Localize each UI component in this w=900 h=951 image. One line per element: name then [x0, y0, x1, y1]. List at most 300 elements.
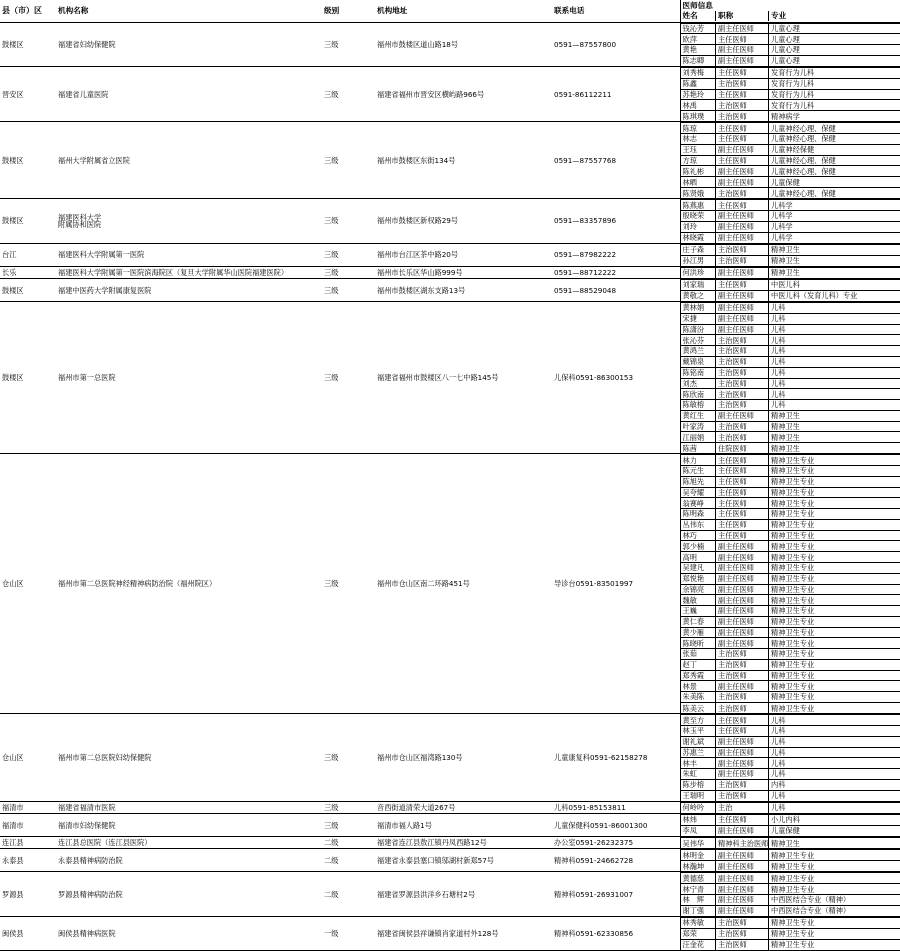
- doctor-title: 主任医师: [716, 280, 769, 291]
- doctor-name: 黄仁春: [681, 616, 716, 627]
- institution-row: [0, 801, 900, 813]
- doctor-name: 黄至方: [681, 715, 716, 726]
- doctor-row: [681, 584, 900, 595]
- doctor-row: [681, 838, 900, 849]
- doctor-title: 主任医师: [716, 455, 769, 466]
- doctor-specialty: 发育行为儿科: [769, 68, 900, 79]
- doctor-title: 主治医师: [716, 790, 769, 801]
- doctor-row: [681, 23, 900, 34]
- doctor-row: [681, 563, 900, 574]
- institution-name-cell: 福建中医药大学附属康复医院: [56, 279, 322, 302]
- doctor-specialty: 儿科学: [769, 232, 900, 243]
- doctor-title: 主治医师: [716, 378, 769, 389]
- doctor-title: 副主任医师: [716, 45, 769, 56]
- doctor-name: 钱沁芳: [681, 23, 716, 34]
- doctor-title-header: 职称: [716, 11, 769, 21]
- doctor-name-header: 姓名: [681, 11, 716, 21]
- doctor-specialty: 儿童神经心理、保健: [769, 123, 900, 134]
- doctor-title: 副主任医师: [716, 616, 769, 627]
- doctor-title: 副主任医师: [716, 584, 769, 595]
- institution-name-cell: 福建医科大学 附属协和医院: [56, 199, 322, 244]
- doctor-row: [681, 55, 900, 66]
- institution-row: [0, 243, 900, 266]
- doctor-specialty: 精神卫生专业: [769, 627, 900, 638]
- doctor-name: 郑秀霞: [681, 670, 716, 681]
- doctor-title: 主任医师: [716, 476, 769, 487]
- doctor-row: [681, 410, 900, 421]
- doctor-specialty: 儿科学: [769, 200, 900, 211]
- doctor-name: 林瀚坤: [681, 861, 716, 872]
- doctor-list-cell: [680, 849, 900, 872]
- doctor-row: [681, 267, 900, 278]
- doctor-name: 王巍: [681, 606, 716, 617]
- doctor-specialty: 儿童心理: [769, 34, 900, 45]
- doctor-title: 主治医师: [716, 187, 769, 198]
- doctor-name: 陈晓昕: [681, 638, 716, 649]
- level-cell: 三级: [322, 243, 375, 266]
- doctor-title: 主治医师: [716, 928, 769, 939]
- doctor-specialty: 儿童保健: [769, 825, 900, 836]
- address-cell: 福州市鼓楼区湖东支路13号: [375, 279, 552, 302]
- phone-cell: 精神科0591-26931007: [552, 872, 680, 917]
- doctor-name: 黄鸿兰: [681, 346, 716, 357]
- doctor-specialty: 儿科: [769, 335, 900, 346]
- level-cell: 二级: [322, 837, 375, 849]
- doctor-name: 方琼: [681, 155, 716, 166]
- doctor-title: 主任医师: [716, 726, 769, 737]
- doctor-specialty: 精神卫生: [769, 432, 900, 443]
- doctor-name: 李凤: [681, 825, 716, 836]
- level-cell: 三级: [322, 22, 375, 67]
- doctor-name: 陈琼: [681, 123, 716, 134]
- header-row: [0, 0, 900, 22]
- institution-name-cell: 永泰县精神病防治院: [56, 849, 322, 872]
- doctor-specialty: 儿科: [769, 802, 900, 813]
- phone-cell: 0591—88529048: [552, 279, 680, 302]
- level-cell: 三级: [322, 302, 375, 454]
- doctor-title: 主治医师: [716, 255, 769, 266]
- doctor-specialty: 儿科: [769, 303, 900, 314]
- doctor-row: [681, 692, 900, 703]
- doctor-row: [681, 519, 900, 530]
- doctor-row: [681, 487, 900, 498]
- doctor-title: 主治医师: [716, 939, 769, 950]
- doctor-specialty: 精神卫生专业: [769, 509, 900, 520]
- doctor-row: [681, 367, 900, 378]
- doctor-title: 副主任医师: [716, 211, 769, 222]
- level-cell: 三级: [322, 266, 375, 278]
- doctor-title: 主治医师: [716, 367, 769, 378]
- doctor-title: 副主任医师: [716, 736, 769, 747]
- doctor-name: 林晒: [681, 177, 716, 188]
- doctor-row: [681, 790, 900, 801]
- doctor-name: 陈茜: [681, 443, 716, 454]
- doctor-title: 主治医师: [716, 779, 769, 790]
- doctor-title: 副主任医师: [716, 55, 769, 66]
- doctor-name: 高明: [681, 552, 716, 563]
- doctor-list-cell: [680, 199, 900, 244]
- doctor-title: 主任医师: [716, 68, 769, 79]
- doctor-title: 主任医师: [716, 123, 769, 134]
- doctor-row: [681, 443, 900, 454]
- doctor-name: 江丽娟: [681, 432, 716, 443]
- doctor-row: [681, 123, 900, 134]
- county-cell: 罗源县: [0, 872, 56, 917]
- doctor-specialty: 精神卫生专业: [769, 659, 900, 670]
- doctor-name: 余锦亮: [681, 584, 716, 595]
- doctor-list: [681, 199, 900, 243]
- doctor-specialty: 儿科: [769, 378, 900, 389]
- doctor-title: 主治: [716, 802, 769, 813]
- doctor-specialty: 中西医结合专业（精神）: [769, 894, 900, 905]
- address-cell: 福州市仓山区福湾路130号: [375, 714, 552, 802]
- doctor-row: [681, 89, 900, 100]
- doctor-name: 林丰: [681, 758, 716, 769]
- institution-row: [0, 849, 900, 872]
- doctor-row: [681, 155, 900, 166]
- doctor-title: 主任医师: [716, 89, 769, 100]
- doctor-name: 戴锦泉: [681, 356, 716, 367]
- county-cell: 鼓楼区: [0, 22, 56, 67]
- doctor-specialty: 精神卫生: [769, 267, 900, 278]
- doctor-name: 林 辉: [681, 894, 716, 905]
- doctor-title: 主治医师: [716, 692, 769, 703]
- doctor-row: [681, 627, 900, 638]
- address-cell: 福建省罗源县洪洋乡石塘村2号: [375, 872, 552, 917]
- doctor-row: [681, 715, 900, 726]
- doctor-list: [681, 872, 900, 916]
- phone-cell: 0591—87557800: [552, 22, 680, 67]
- doctor-list-cell: [680, 917, 900, 951]
- level-header: 级别: [322, 0, 375, 22]
- doctor-specialty: 精神卫生专业: [769, 638, 900, 649]
- doctor-name: 魏敏: [681, 595, 716, 606]
- doctor-title: 副主任医师: [716, 573, 769, 584]
- doctor-row: [681, 606, 900, 617]
- doctor-title: 副主任医师: [716, 563, 769, 574]
- address-cell: 福建省永泰县塞口镇邬湖村新郑57号: [375, 849, 552, 872]
- address-cell: 福清市福人路1号: [375, 814, 552, 837]
- phone-cell: 0591—87557768: [552, 122, 680, 199]
- doctor-title: 副主任医师: [716, 177, 769, 188]
- doctor-row: [681, 68, 900, 79]
- doctor-title: 主治医师: [716, 918, 769, 929]
- name-header: 机构名称: [56, 0, 322, 22]
- institution-name-cell: 福州大学附属省立医院: [56, 122, 322, 199]
- doctor-list-cell: [680, 714, 900, 802]
- doctor-title: 主任医师: [716, 498, 769, 509]
- doctor-row: [681, 659, 900, 670]
- doctor-row: [681, 873, 900, 884]
- doctor-name: 黄少雁: [681, 627, 716, 638]
- doctor-row: [681, 134, 900, 145]
- doctor-specialty-header: 专业: [769, 11, 900, 21]
- doctor-name: 陈元生: [681, 466, 716, 477]
- doctor-title: 副主任医师: [716, 850, 769, 861]
- address-cell: 福建省福州市晋安区横屿路966号: [375, 67, 552, 122]
- doctor-title: 副主任医师: [716, 290, 769, 301]
- doctor-row: [681, 45, 900, 56]
- doctor-name: 林玉平: [681, 726, 716, 737]
- doctor-specialty: 精神卫生专业: [769, 649, 900, 660]
- doctor-name: 陈美云: [681, 702, 716, 713]
- doctor-specialty: 儿童保健: [769, 177, 900, 188]
- doctor-name: 陈礼彬: [681, 166, 716, 177]
- doctor-specialty: 儿科: [769, 736, 900, 747]
- doctor-title: 副主任医师: [716, 166, 769, 177]
- doctor-row: [681, 244, 900, 255]
- doctor-title: 副主任医师: [716, 747, 769, 758]
- doctor-row: [681, 166, 900, 177]
- doctor-title: 副主任医师: [716, 221, 769, 232]
- doctor-list-cell: [680, 801, 900, 813]
- doctor-specialty: 儿科: [769, 356, 900, 367]
- doctor-specialty: 发育行为儿科: [769, 89, 900, 100]
- doctor-row: [681, 211, 900, 222]
- doctor-title: 主任医师: [716, 530, 769, 541]
- doctor-name: 苏惠兰: [681, 747, 716, 758]
- doctor-specialty: 儿童神经心理、保健: [769, 187, 900, 198]
- doctor-row: [681, 509, 900, 520]
- doctor-name: 张沁芬: [681, 335, 716, 346]
- institution-name-cell: 福州市第二总医院神经精神病防治院（福州院区）: [56, 454, 322, 714]
- address-cell: 福州市台江区茶中路20号: [375, 243, 552, 266]
- doctor-name: 黄艳: [681, 45, 716, 56]
- doctor-row: [681, 815, 900, 826]
- institution-row: [0, 302, 900, 454]
- level-cell: 三级: [322, 454, 375, 714]
- doctor-title: 主治医师: [716, 389, 769, 400]
- doctor-row: [681, 758, 900, 769]
- phone-cell: 儿童康复科0591-62158278: [552, 714, 680, 802]
- doctor-row: [681, 476, 900, 487]
- doctor-title: 主任医师: [716, 715, 769, 726]
- phone-cell: 办公室0591-26232375: [552, 837, 680, 849]
- doctor-name: 陈鑫: [681, 78, 716, 89]
- doctor-row: [681, 530, 900, 541]
- doctor-name: 谢丁强: [681, 905, 716, 916]
- doctor-name: 刘杰: [681, 378, 716, 389]
- level-cell: 三级: [322, 122, 375, 199]
- doctor-specialty: 中医儿科（发育儿科）专业: [769, 290, 900, 301]
- doctor-specialty: 精神卫生专业: [769, 541, 900, 552]
- doctor-specialty: 儿科学: [769, 221, 900, 232]
- doctor-title: 主治医师: [716, 78, 769, 89]
- doctor-name: 黄红生: [681, 410, 716, 421]
- doctor-row: [681, 100, 900, 111]
- doctor-row: [681, 335, 900, 346]
- address-cell: 福州市鼓楼区新权路29号: [375, 199, 552, 244]
- address-cell: 福建省闽侯县祥谦镇肖家道村外128号: [375, 917, 552, 951]
- doctor-list-cell: [680, 279, 900, 302]
- institution-name-cell: 罗源县精神病防治院: [56, 872, 322, 917]
- institution-row: [0, 917, 900, 951]
- doctor-name: 陈旭先: [681, 476, 716, 487]
- doctor-name: 陈铭南: [681, 367, 716, 378]
- doctor-specialty: 精神卫生: [769, 838, 900, 849]
- doctor-title: 主治医师: [716, 335, 769, 346]
- institution-name-cell: 连江县总医院（连江县医院）: [56, 837, 322, 849]
- doctor-name: 陈欣南: [681, 389, 716, 400]
- doctor-row: [681, 736, 900, 747]
- doctor-row: [681, 638, 900, 649]
- county-cell: 台江: [0, 243, 56, 266]
- doctor-list: [681, 849, 900, 871]
- doctor-specialty: 精神卫生专业: [769, 584, 900, 595]
- doctor-title: 副主任医师: [716, 905, 769, 916]
- doctor-title: 主治医师: [716, 432, 769, 443]
- doctor-specialty: 儿科: [769, 790, 900, 801]
- doctor-info-title: 医师信息: [681, 0, 900, 11]
- level-cell: 三级: [322, 67, 375, 122]
- doctor-name: 王瑞明: [681, 790, 716, 801]
- doctor-specialty: 中西医结合专业（精神）: [769, 905, 900, 916]
- doctor-row: [681, 346, 900, 357]
- doctor-row: [681, 34, 900, 45]
- doctor-list: [681, 454, 900, 713]
- doctor-row: [681, 861, 900, 872]
- institution-name-cell: 闽侯县精神病医院: [56, 917, 322, 951]
- doctor-name: 叶家涛: [681, 421, 716, 432]
- doctor-row: [681, 78, 900, 89]
- doctor-name: 陈贤娥: [681, 187, 716, 198]
- doctor-specialty: 精神卫生专业: [769, 487, 900, 498]
- doctor-name: 林秀敏: [681, 918, 716, 929]
- doctor-title: 主任医师: [716, 155, 769, 166]
- doctor-name: 陈燕惠: [681, 200, 716, 211]
- doctor-name: 陈琪璞: [681, 111, 716, 122]
- doctor-specialty: 精神卫生专业: [769, 873, 900, 884]
- address-header: 机构地址: [375, 0, 552, 22]
- doctor-name: 殷晓荣: [681, 211, 716, 222]
- doctor-specialty: 精神卫生专业: [769, 616, 900, 627]
- doctor-row: [681, 670, 900, 681]
- doctor-name: 郑荣: [681, 928, 716, 939]
- doctor-row: [681, 356, 900, 367]
- doctor-row: [681, 324, 900, 335]
- doctor-list: [681, 23, 900, 67]
- doctor-specialty: 精神卫生专业: [769, 850, 900, 861]
- address-cell: 福州市鼓楼区道山路18号: [375, 22, 552, 67]
- doctor-name: 汪金花: [681, 939, 716, 950]
- doctor-specialty: 精神卫生: [769, 244, 900, 255]
- county-cell: 福清市: [0, 801, 56, 813]
- doctor-row: [681, 541, 900, 552]
- doctor-list-cell: [680, 266, 900, 278]
- doctor-title: 副主任医师: [716, 23, 769, 34]
- doctor-list-cell: [680, 67, 900, 122]
- doctor-name: 朱美陈: [681, 692, 716, 703]
- county-cell: 闽侯县: [0, 917, 56, 951]
- doctor-specialty: 精神卫生专业: [769, 670, 900, 681]
- doctor-name: 林志: [681, 134, 716, 145]
- doctor-specialty: 精神卫生专业: [769, 573, 900, 584]
- doctor-name: 王珏: [681, 144, 716, 155]
- institution-row: [0, 67, 900, 122]
- doctor-specialty: 精神卫生专业: [769, 681, 900, 692]
- institution-row: [0, 837, 900, 849]
- doctor-title: 主治医师: [716, 346, 769, 357]
- doctor-title: 副主任医师: [716, 232, 769, 243]
- doctor-title: 主治医师: [716, 649, 769, 660]
- county-cell: 仓山区: [0, 714, 56, 802]
- doctor-specialty: 儿童心理: [769, 23, 900, 34]
- phone-header: 联系电话: [552, 0, 680, 22]
- institution-row: [0, 22, 900, 67]
- doctor-row: [681, 905, 900, 916]
- doctor-title: 副主任医师: [716, 627, 769, 638]
- doctor-row: [681, 389, 900, 400]
- doctor-row: [681, 255, 900, 266]
- doctor-row: [681, 939, 900, 950]
- doctor-title: 副主任医师: [716, 267, 769, 278]
- level-cell: 三级: [322, 279, 375, 302]
- doctor-specialty: 精神卫生: [769, 255, 900, 266]
- doctor-row: [681, 221, 900, 232]
- address-cell: 福州市仓山区南二环路451号: [375, 454, 552, 714]
- doctor-list-cell: [680, 814, 900, 837]
- phone-cell: 精神科0591-24662728: [552, 849, 680, 872]
- doctor-row: [681, 378, 900, 389]
- doctor-title: 副主任医师: [716, 313, 769, 324]
- doctor-name: 陈步榕: [681, 779, 716, 790]
- doctor-title: 副主任医师: [716, 410, 769, 421]
- institution-row: [0, 454, 900, 714]
- doctor-specialty: 儿童神经心理、保健: [769, 134, 900, 145]
- doctor-specialty: 精神卫生专业: [769, 552, 900, 563]
- doctor-row: [681, 769, 900, 780]
- doctor-title: 副主任医师: [716, 758, 769, 769]
- doctor-name: 吴夸耀: [681, 487, 716, 498]
- doctor-specialty: 精神卫生专业: [769, 476, 900, 487]
- doctor-name: 黄德慈: [681, 873, 716, 884]
- doctor-name: 孙江男: [681, 255, 716, 266]
- institution-name-cell: 福清市妇幼保健院: [56, 814, 322, 837]
- doctor-title: 副主任医师: [716, 769, 769, 780]
- doctor-specialty: 儿科: [769, 715, 900, 726]
- doctor-specialty: 儿科: [769, 769, 900, 780]
- doctor-specialty: 儿科: [769, 747, 900, 758]
- level-cell: 二级: [322, 849, 375, 872]
- doctor-list: [681, 917, 900, 950]
- doctor-list-cell: [680, 122, 900, 199]
- doctor-title: 主任医师: [716, 466, 769, 477]
- doctor-specialty: 儿科学: [769, 211, 900, 222]
- doctor-row: [681, 702, 900, 713]
- doctor-list: [681, 244, 900, 266]
- address-cell: 福州市长乐区华山路999号: [375, 266, 552, 278]
- doctor-title: 主任医师: [716, 509, 769, 520]
- institution-row: [0, 714, 900, 802]
- doctor-list: [681, 122, 900, 198]
- doctor-row: [681, 850, 900, 861]
- doctor-title: 主任医师: [716, 34, 769, 45]
- doctor-specialty: 精神卫生专业: [769, 606, 900, 617]
- doctor-row: [681, 177, 900, 188]
- doctor-title: 副主任医师: [716, 873, 769, 884]
- doctor-row: [681, 290, 900, 301]
- institution-row: [0, 872, 900, 917]
- doctor-row: [681, 894, 900, 905]
- doctor-list: [681, 714, 900, 801]
- doctor-list: [681, 67, 900, 121]
- doctor-specialty: 精神病学: [769, 111, 900, 122]
- doctor-row: [681, 747, 900, 758]
- doctor-specialty: 儿童神经心理、保健: [769, 155, 900, 166]
- doctor-specialty: 精神卫生专业: [769, 918, 900, 929]
- doctor-title: 副主任医师: [716, 884, 769, 895]
- doctor-name: 丛伟东: [681, 519, 716, 530]
